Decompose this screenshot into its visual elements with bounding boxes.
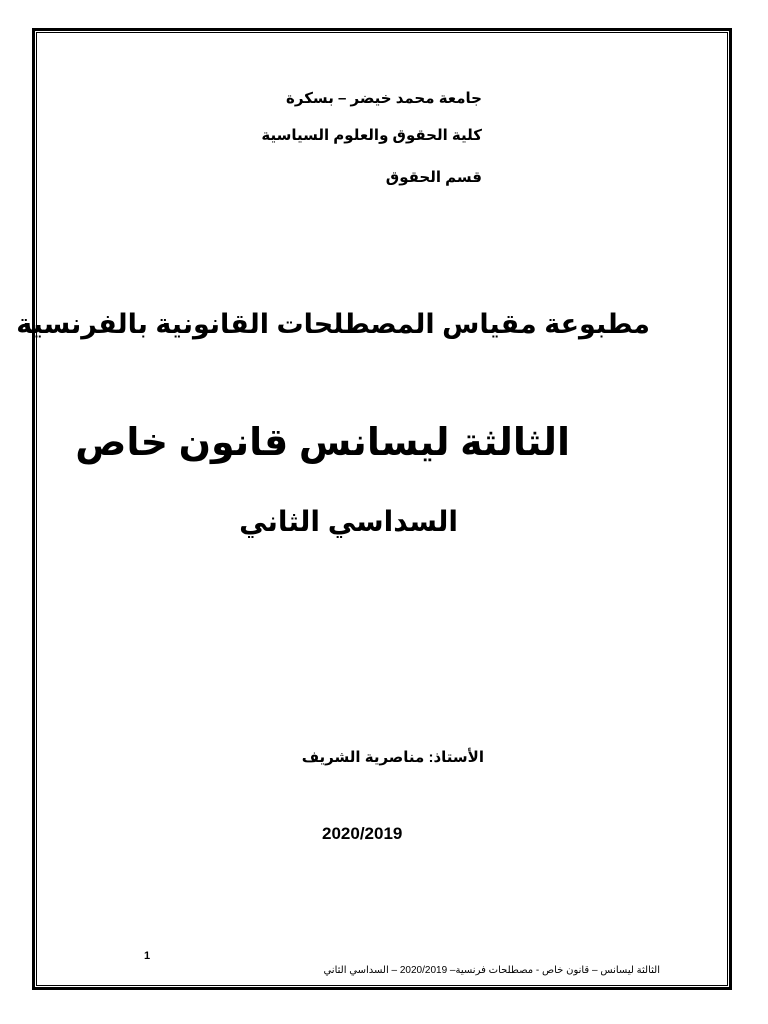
professor-name: الأستاذ: مناصرية الشريف [301,749,484,766]
page-number: 1 [144,950,151,962]
university-name: جامعة محمد خيضر – بسكرة [286,90,482,107]
study-level: الثالثة ليسانس قانون خاص [75,422,570,464]
academic-year: 2020/2019 [322,824,403,843]
faculty-name: كلية الحقوق والعلوم السياسية [261,127,482,144]
page-footer: الثالثة ليسانس – قانون خاص - مصطلحات فرنسية– 2020/2019 – السداسي الثاني [323,965,660,976]
department-name: قسم الحقوق [385,169,482,186]
semester-label: السداسي الثاني [239,506,458,537]
document-title: مطبوعة مقياس المصطلحات القانونية بالفرنسية [16,309,650,339]
